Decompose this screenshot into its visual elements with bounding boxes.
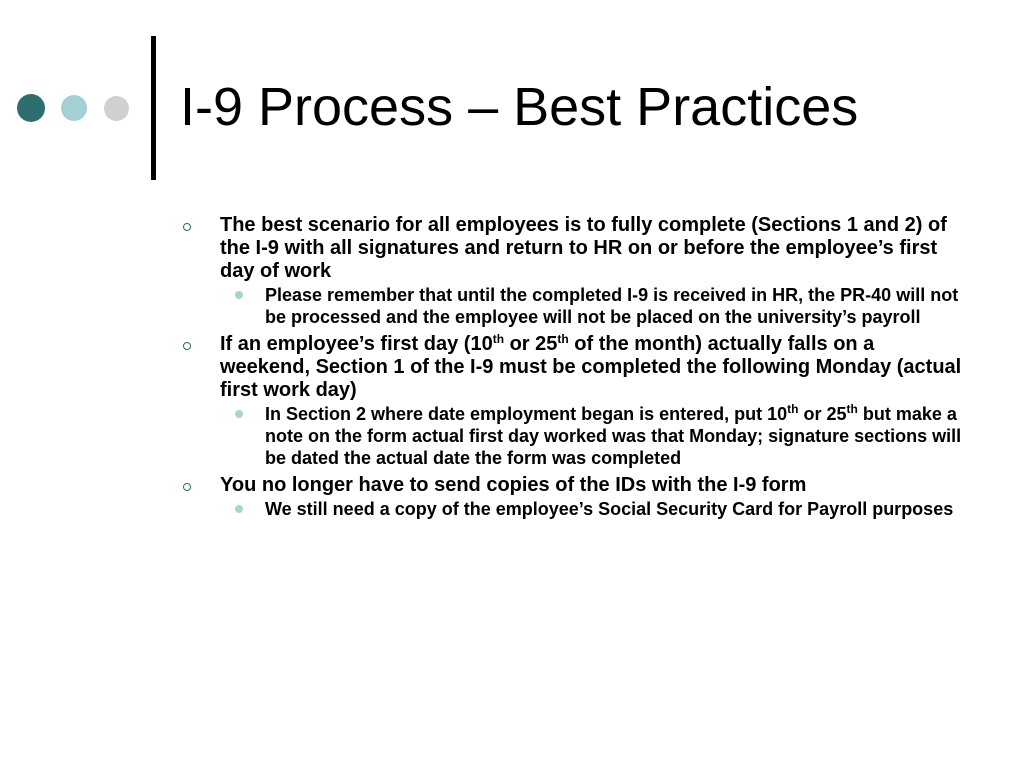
hollow-circle-bullet-icon xyxy=(183,223,191,231)
decorative-dot-teal xyxy=(61,95,87,121)
bullet-text: If an employee’s first day (10th or 25th of the month) actually falls on a weekend, Section 1 of the I-9 must be completed the following Monday (actual first work day) xyxy=(220,332,962,401)
sub-bullet-text: We still need a copy of the employee’s Social Security Card for Payroll purposes xyxy=(265,499,954,519)
bullet-text: You no longer have to send copies of the IDs with the I-9 form xyxy=(220,474,807,496)
bullet-item xyxy=(183,474,963,497)
sub-bullet-item xyxy=(183,498,963,520)
sub-bullet-item xyxy=(183,284,963,328)
bullet-item xyxy=(183,333,963,402)
decorative-dot-gray xyxy=(104,96,129,121)
sub-bullet-item xyxy=(183,403,963,469)
hollow-circle-bullet-icon xyxy=(183,342,191,350)
bullet-text: The best scenario for all employees is to fully complete (Sections 1 and 2) of the I-9 with all signatures and return to HR on or before the employee’s first day of work xyxy=(220,214,947,282)
filled-circle-bullet-icon xyxy=(235,410,243,418)
decorative-dot-dark xyxy=(17,94,45,122)
hollow-circle-bullet-icon xyxy=(183,483,191,491)
filled-circle-bullet-icon xyxy=(235,291,243,299)
sub-bullet-text: In Section 2 where date employment began is entered, put 10th or 25th but make a note on the form actual first day worked was that Monday; signature sections will be dated the actual date the form was completed xyxy=(265,402,962,468)
title-divider-line xyxy=(151,36,156,180)
slide-title: I-9 Process – Best Practices xyxy=(180,77,859,137)
filled-circle-bullet-icon xyxy=(235,505,243,513)
slide-body xyxy=(183,214,963,520)
sub-bullet-text: Please remember that until the completed I-9 is received in HR, the PR-40 will not be processed and the employee will not be placed on the university’s payroll xyxy=(265,285,959,327)
bullet-item xyxy=(183,214,963,283)
